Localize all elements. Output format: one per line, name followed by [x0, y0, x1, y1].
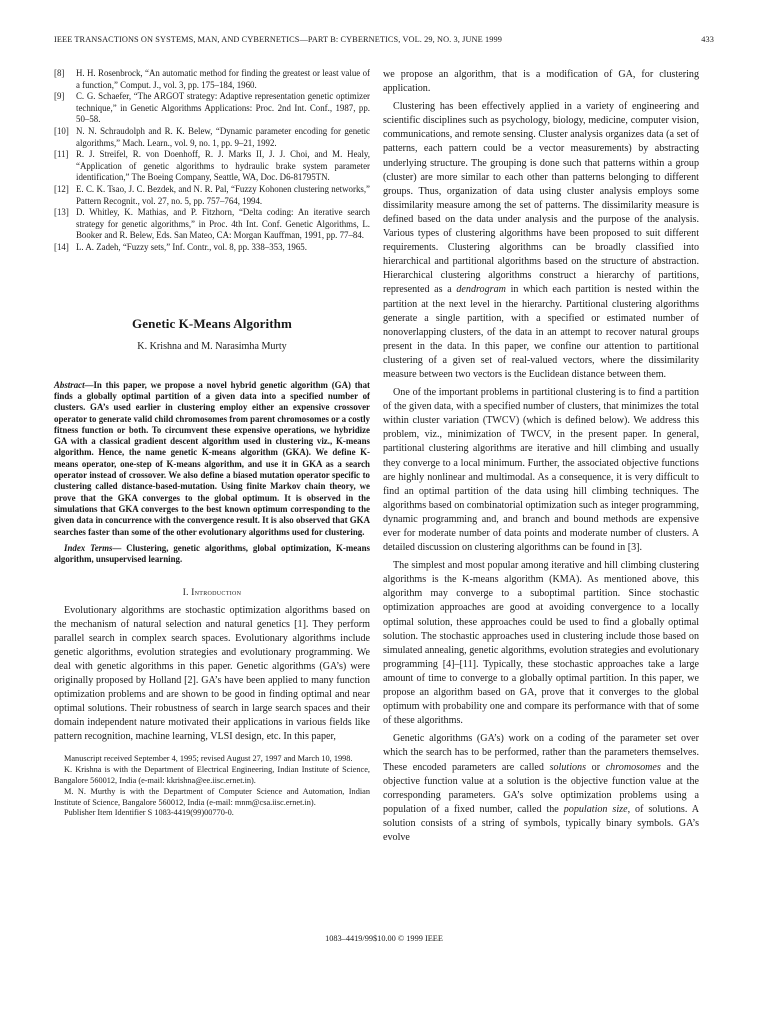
running-header	[54, 35, 714, 49]
reference-item	[54, 242, 370, 254]
reference-item	[54, 184, 370, 207]
body-text: in which each partition is nested within the partition at the next level in the hierarchy. Partitional clustering algorithms generate a single partition, with a specified or estimated number of nonoverlapping clusters, of the data in an attempt to recover natural groups present in the data. In this paper, we confine our attention to partitional clustering of a given set of real-valued vectors, where the dissimilarity measure between two vectors is the Euclidean distance between them.	[383, 284, 699, 380]
reference-number: [13]	[54, 207, 69, 218]
reference-item	[54, 207, 370, 242]
reference-item	[54, 91, 370, 126]
section-heading: I. Introduction	[182, 587, 242, 598]
left-column	[54, 68, 370, 819]
index-terms-text: Clustering, genetic algorithms, global optimization, K-means algorithm, unsupervised learning.	[54, 542, 370, 565]
body-paragraph: we propose an algorithm, that is a modification of GA, for clustering application.	[383, 69, 699, 95]
abstract-text: In this paper, we propose a novel hybrid genetic algorithm (GA) that finds a globally optimal partition of a given data into a specified number of clusters. GA’s used earlier in clustering employ either an expensive crossover operator to generate valid child chromosomes from parent chromosomes or a costly fitness function or both. To circumvent these expensive operations, we hybridize GA with a classical gradient descent algorithm used in clustering viz., K-means algorithm. Hence, the name genetic K-means algorithm (GKA). We define K-means operator, one-step of K-means algorithm, and use it in GKA as a search operator instead of crossover. We also define a biased mutation operator specific to clustering called distance-based-mutation. Using finite Markov chain theory, we prove that the GKA converges to the global optimum. It is observed in the simulations that GKA converges to the best known optimum corresponding to the given data in concurrence with the convergence result. It is also observed that GKA searches faster than some of the other evolutionary algorithms used for clustering.	[54, 379, 370, 537]
reference-text: E. C. K. Tsao, J. C. Bezdek, and N. R. Pal, “Fuzzy Kohonen clustering networks,” Pattern Recognit., vol. 27, no. 5, pp. 757–764, 1994.	[76, 183, 370, 206]
page-number: 433	[701, 35, 714, 44]
index-terms	[54, 543, 370, 566]
body-text: Genetic algorithms (GA’s) work on a coding of the parameter set over which the search has to be performed, rather than the parameters themselves. These encoded parameters are called	[383, 733, 699, 773]
body-text: or	[586, 761, 606, 773]
body-paragraph: One of the important problems in partitional clustering is to find a partition of the given data, with a specified number of clusters, that minimizes the total within cluster variation (TWCV) (which is defined below). We address this problem, viz., minimization of TWCV, in the present paper. In general, partitional clustering algorithms are iterative and hill climbing and usually they converge to a local minimum. Further, the associated objective functions are highly nonlinear and multimodal. As a consequence, it is very difficult to find an optimal partition of the data using hill climbing techniques. The algorithms based on combinatorial optimization such as integer programming, dynamic programming and, and branch and bound methods are expensive ever for moderate number of data points and moderate number of clusters. A detailed discussion on clustering algorithms can be found in [3].	[383, 387, 699, 554]
reference-number: [12]	[54, 183, 69, 194]
reference-text: L. A. Zadeh, “Fuzzy sets,” Inf. Contr., vol. 8, pp. 338–353, 1965.	[76, 241, 307, 252]
emphasis-text: solutions	[549, 761, 587, 773]
intro-paragraph: Evolutionary algorithms are stochastic optimization algorithms based on the mechanism of natural selection and natural genetics [1]. They perform parallel search in complex search spaces. Evolutionary algorithms include genetic algorithms, evolution strategies and evolutionary programming. We deal with genetic algorithms in this paper. Genetic algorithms (GA’s) were originally proposed by Holland [2]. GA’s have been applied to many function optimization problems and are shown to be good in finding optimal and near optimal solutions. Their robustness of search in large search spaces and their domain independent nature motivated their applications in various fields like pattern recognition, machine learning, VLSI design, etc. In this paper,	[54, 604, 370, 743]
reference-text: H. H. Rosenbrock, “An automatic method for finding the greatest or least value of a function,” Comput. J., vol. 3, pp. 175–184, 1960.	[76, 68, 370, 90]
reference-text: N. N. Schraudolph and R. K. Belew, “Dynamic parameter encoding for genetic algorithms,” Mach. Learn., vol. 9, no. 1, pp. 9–21, 1992.	[76, 125, 370, 148]
abstract-label: Abstract—	[54, 379, 94, 390]
body-text: Clustering has been effectively applied in a variety of engineering and scientific disciplines such as psychology, biology, medicine, computer vision, communications, and remote sensing. Cluster analysis organizes data (a set of patterns, each pattern could be a vector measurements) by abstracting underlying structure. The grouping is done such that patterns within a group (cluster) are more similar to each other than patterns belonging to different groups. Thus, organization of data using cluster analysis employs some dissimilarity measure among the set of patterns. The dissimilarity measure is defined based on the data under analysis and the purpose of the analysis. Various types of clustering algorithms have been proposed to suit different requirements. Clustering algorithms can be broadly classified into hierarchical and partitional algorithms based on the structure of abstraction. Hierarchical clustering algorithms construct a hierarchy of partitions, represented as a	[383, 101, 699, 296]
body-text: , of solutions. A solution consists of a string of symbols, typically binary symbols. GA’s evolve	[383, 803, 700, 843]
emphasis-text: population size	[563, 803, 628, 815]
reference-number: [10]	[54, 125, 69, 136]
reference-number: [14]	[54, 241, 69, 252]
body-paragraph: The simplest and most popular among iterative and hill climbing clustering algorithms is the K-means algorithm (KMA). As mentioned above, this algorithm may converge to a suboptimal partition. Since stochastic optimization approaches are good at avoiding convergence to a locally optimal solution, these approaches could be used to find a globally optimal solution. The stochastic approaches used in clustering include those based on simulated annealing, genetic algorithms, evolution strategies and evolutionary programming [4]–[11]. Typically, these stochastic approaches take a large amount of time to converge to a globally optimal partition. In this paper, we propose an algorithm based on GA, prove that it converges to the global optimum with probability one and compare its performance with that of some of these algorithms.	[383, 560, 699, 727]
body-paragraph	[383, 100, 699, 382]
emphasis-text: dendrogram	[456, 284, 506, 296]
reference-item	[54, 149, 370, 184]
paper-authors: K. Krishna and M. Narasimha Murty	[137, 340, 287, 352]
paper-title: Genetic K-Means Algorithm	[132, 315, 292, 331]
reference-item	[54, 126, 370, 149]
body-text: and the objective function value at a solution is the objective function value at the corresponding parameters. GA’s solve optimization problems using a population of a fixed number, called the	[383, 761, 700, 815]
emphasis-text: chromosomes	[605, 761, 661, 773]
footnote: Manuscript received September 4, 1995; revised August 27, 1997 and March 10, 1998.	[64, 754, 353, 764]
copyright-footer: 1083–4419/99$10.00 © 1999 IEEE	[325, 934, 443, 943]
reference-number: [11]	[54, 149, 69, 160]
body-paragraph	[383, 732, 699, 845]
reference-text: C. G. Schaefer, “The ARGOT strategy: Adaptive representation genetic optimizer technique,” in Genetic Algorithms Applications: Proc. 2nd Int. Conf., 1987, pp. 50–58.	[76, 91, 370, 125]
reference-text: D. Whitley, K. Mathias, and P. Fitzhorn, “Delta coding: An iterative search strategy for genetic algorithms,” in Proc. 4th Int. Conf. Genetic Algorithms, L. Booker and R. Belew, Eds. San Mateo, CA: Morgan Kauffman, 1991, pp. 77–84.	[76, 207, 370, 241]
references-list	[54, 68, 370, 254]
reference-number: [8]	[54, 68, 65, 78]
index-terms-label: Index Terms—	[64, 542, 122, 553]
footnotes	[54, 754, 370, 819]
footnote: Publisher Item Identifier S 1083-4419(99)00770-0.	[64, 808, 234, 818]
footnote: K. Krishna is with the Department of Electrical Engineering, Indian Institute of Science, Bangalore 560012, India (e-mail: kkrishna@ee.iisc.ernet.in).	[54, 765, 370, 786]
reference-text: R. J. Streifel, R. von Doenhoff, R. J. Marks II, J. J. Choi, and M. Healy, “Application of genetic algorithms to hydraulic brake system parameter identification,” The Boeing Company, Seattle, WA, Doc. D6-81795TN.	[76, 149, 370, 183]
right-column	[383, 68, 699, 845]
reference-item	[54, 68, 370, 91]
abstract	[54, 380, 370, 538]
journal-header: IEEE TRANSACTIONS ON SYSTEMS, MAN, AND CYBERNETICS—PART B: CYBERNETICS, VOL. 29, NO. 3, JUNE 1999	[54, 35, 502, 44]
reference-number: [9]	[54, 91, 65, 102]
footnote: M. N. Murthy is with the Department of Computer Science and Automation, Indian Institute of Science, Bangalore 560012, India (e-mail: mnm@csa.iisc.ernet.in).	[54, 786, 370, 807]
